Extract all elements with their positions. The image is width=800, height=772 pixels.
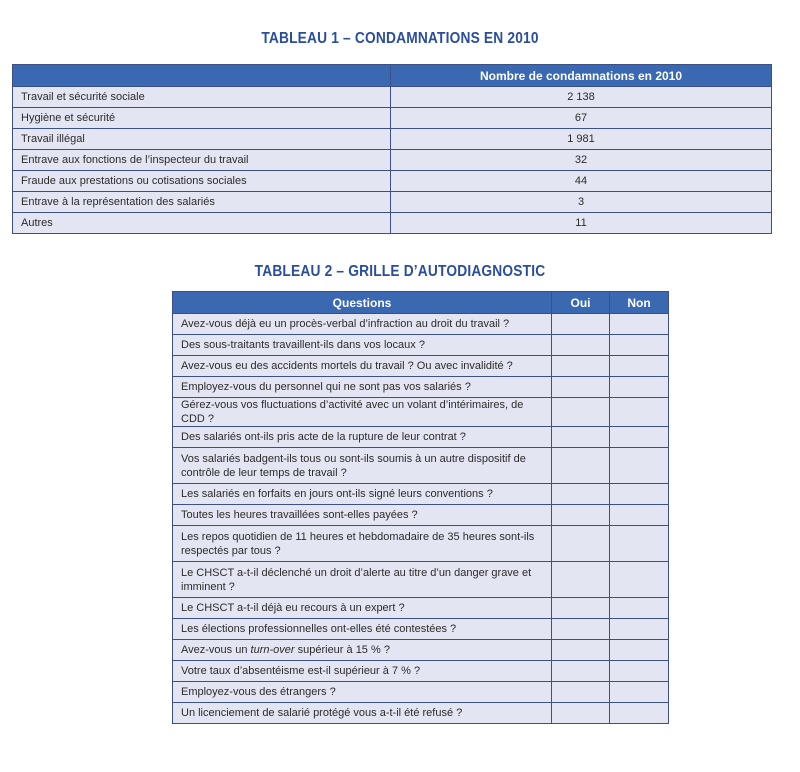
answer-non-cell[interactable] — [610, 682, 669, 703]
question-text: Avez-vous déjà eu un procès-verbal d’infraction au droit du travail ? — [173, 314, 552, 335]
answer-non-cell[interactable] — [610, 484, 669, 505]
table-row — [173, 356, 669, 377]
answer-non-cell[interactable] — [610, 526, 669, 562]
table-row — [13, 150, 772, 171]
question-text: Vos salariés badgent-ils tous ou sont-ils soumis à un autre dispositif de contrôle de leur temps de travail ? — [173, 448, 552, 484]
table-row — [173, 398, 669, 427]
question-text-italic: turn-over — [250, 644, 295, 656]
table-row — [173, 640, 669, 661]
table-row — [173, 682, 669, 703]
table-row — [173, 314, 669, 335]
category-label: Autres — [13, 213, 391, 234]
question-text: Employez-vous des étrangers ? — [173, 682, 552, 703]
table-row — [173, 598, 669, 619]
table-row — [173, 661, 669, 682]
answer-oui-cell[interactable] — [552, 314, 610, 335]
answer-oui-cell[interactable] — [552, 562, 610, 598]
question-text-part: Avez-vous un — [181, 644, 251, 656]
answer-non-cell[interactable] — [610, 661, 669, 682]
answer-oui-cell[interactable] — [552, 377, 610, 398]
answer-non-cell[interactable] — [610, 703, 669, 724]
question-text: Le CHSCT a-t-il déclenché un droit d’alerte au titre d’un danger grave et imminent ? — [173, 562, 552, 598]
table-row — [173, 526, 669, 562]
convictions-table — [12, 64, 772, 234]
question-text: Employez-vous du personnel qui ne sont pas vos salariés ? — [173, 377, 552, 398]
answer-non-cell[interactable] — [610, 598, 669, 619]
category-label: Fraude aux prestations ou cotisations sociales — [13, 171, 391, 192]
question-text: Un licenciement de salarié protégé vous a-t-il été refusé ? — [173, 703, 552, 724]
answer-oui-cell[interactable] — [552, 682, 610, 703]
convictions-value: 1 981 — [391, 129, 772, 150]
category-label: Travail illégal — [13, 129, 391, 150]
table-header-row — [173, 292, 669, 314]
answer-non-cell[interactable] — [610, 398, 669, 427]
convictions-value: 32 — [391, 150, 772, 171]
answer-non-cell[interactable] — [610, 562, 669, 598]
category-label: Hygiène et sécurité — [13, 108, 391, 129]
table-row — [13, 108, 772, 129]
answer-oui-cell[interactable] — [552, 448, 610, 484]
header-convictions-count: Nombre de condamnations en 2010 — [391, 65, 772, 87]
answer-non-cell[interactable] — [610, 505, 669, 526]
question-text: Les repos quotidien de 11 heures et hebdomadaire de 35 heures sont-ils respectés par tous ? — [173, 526, 552, 562]
answer-oui-cell[interactable] — [552, 505, 610, 526]
answer-oui-cell[interactable] — [552, 484, 610, 505]
answer-oui-cell[interactable] — [552, 703, 610, 724]
answer-non-cell[interactable] — [610, 377, 669, 398]
table-row — [173, 427, 669, 448]
answer-non-cell[interactable] — [610, 619, 669, 640]
question-text — [173, 640, 552, 661]
self-diagnosis-table — [172, 291, 669, 724]
answer-oui-cell[interactable] — [552, 427, 610, 448]
question-text: Gérez-vous vos fluctuations d’activité avec un volant d’intérimaires, de CDD ? — [173, 398, 552, 427]
question-text: Les élections professionnelles ont-elles été contestées ? — [173, 619, 552, 640]
table-row — [173, 448, 669, 484]
answer-oui-cell[interactable] — [552, 526, 610, 562]
table-row — [13, 129, 772, 150]
answer-non-cell[interactable] — [610, 448, 669, 484]
table-row — [13, 87, 772, 108]
header-questions: Questions — [173, 292, 552, 314]
question-text: Les salariés en forfaits en jours ont-ils signé leurs conventions ? — [173, 484, 552, 505]
answer-oui-cell[interactable] — [552, 335, 610, 356]
category-label: Entrave aux fonctions de l’inspecteur du travail — [13, 150, 391, 171]
question-text: Le CHSCT a-t-il déjà eu recours à un expert ? — [173, 598, 552, 619]
answer-oui-cell[interactable] — [552, 640, 610, 661]
table-row — [173, 703, 669, 724]
table1-title: TABLEAU 1 – CONDAMNATIONS EN 2010 — [261, 30, 539, 47]
answer-non-cell[interactable] — [610, 356, 669, 377]
question-text: Votre taux d’absentéisme est-il supérieur à 7 % ? — [173, 661, 552, 682]
table-row — [173, 619, 669, 640]
table-row — [13, 192, 772, 213]
answer-oui-cell[interactable] — [552, 398, 610, 427]
table-header-row — [13, 65, 772, 87]
category-label: Entrave à la représentation des salariés — [13, 192, 391, 213]
answer-non-cell[interactable] — [610, 335, 669, 356]
header-non: Non — [610, 292, 669, 314]
question-text: Des sous-traitants travaillent-ils dans vos locaux ? — [173, 335, 552, 356]
table-row — [13, 213, 772, 234]
answer-non-cell[interactable] — [610, 640, 669, 661]
table-row — [13, 171, 772, 192]
table-row — [173, 484, 669, 505]
convictions-value: 3 — [391, 192, 772, 213]
convictions-value: 44 — [391, 171, 772, 192]
question-text-part: supérieur à 15 % ? — [294, 644, 390, 656]
header-blank-cell — [13, 65, 391, 87]
question-text: Avez-vous eu des accidents mortels du travail ? Ou avec invalidité ? — [173, 356, 552, 377]
header-oui: Oui — [552, 292, 610, 314]
table-row — [173, 335, 669, 356]
convictions-value: 2 138 — [391, 87, 772, 108]
answer-oui-cell[interactable] — [552, 661, 610, 682]
table-row — [173, 562, 669, 598]
category-label: Travail et sécurité sociale — [13, 87, 391, 108]
answer-oui-cell[interactable] — [552, 619, 610, 640]
answer-non-cell[interactable] — [610, 427, 669, 448]
table-row — [173, 377, 669, 398]
question-text: Des salariés ont-ils pris acte de la rupture de leur contrat ? — [173, 427, 552, 448]
answer-non-cell[interactable] — [610, 314, 669, 335]
table-row — [173, 505, 669, 526]
convictions-value: 67 — [391, 108, 772, 129]
question-text: Toutes les heures travaillées sont-elles payées ? — [173, 505, 552, 526]
answer-oui-cell[interactable] — [552, 356, 610, 377]
table2-title: TABLEAU 2 – GRILLE D’AUTODIAGNOSTIC — [254, 263, 546, 280]
convictions-value: 11 — [391, 213, 772, 234]
answer-oui-cell[interactable] — [552, 598, 610, 619]
